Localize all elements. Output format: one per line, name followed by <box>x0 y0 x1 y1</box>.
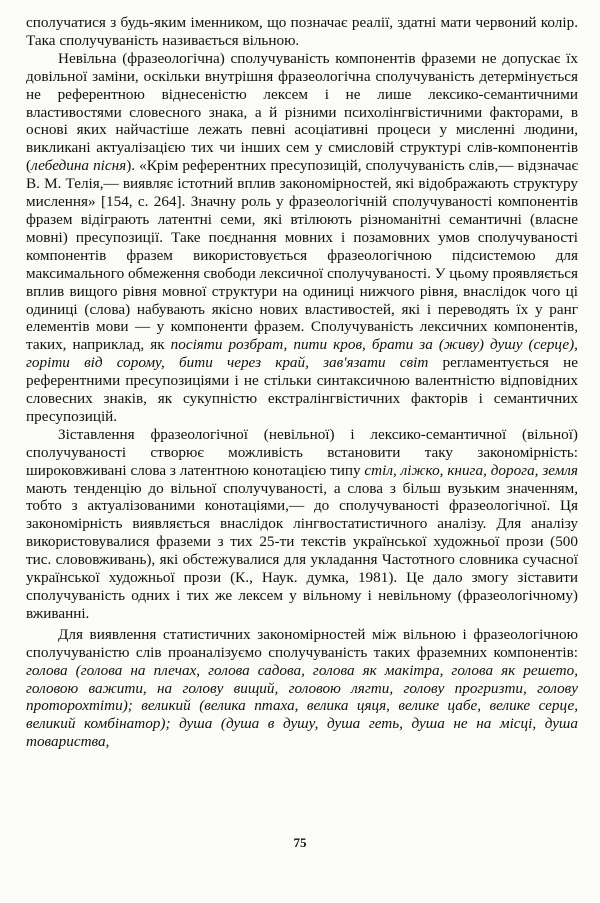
body-text <box>26 14 578 751</box>
italic-example-text: стіл, ліжко, книга, дорога, земля <box>364 461 578 479</box>
text-run: регламентується не референтними пресупозиціями і не стільки синтаксичною валентністю відповідних словесних знаків, як сукупністю екстралінгвістичних факторів і семантичних пресупозицій. <box>26 354 578 425</box>
text-run: Зіставлення фразеологічної (невільної) і лексико-семантичної (вільної) сполучуваності створює можливість встановити таку закономірність: широковживані слова з латентною конотацією типу <box>26 425 578 479</box>
paragraph <box>26 50 578 426</box>
paragraph <box>26 426 578 623</box>
paragraph <box>26 14 578 50</box>
page-number: 75 <box>293 835 307 850</box>
text-run: Невільна (фразеологічна) сполучуваність компонентів фраземи не допускає їх довільної заміни, оскільки внутрішня фразеологічна сполучуваність детермінується не референтною віднесеністю лексем і не лише лексико-семантичними властивостями словесного знака, а й різними психолінгвістичними факторами, в основі яких найчастіше лежать певні асоціативні процеси у мисленні людини, викликані актуалізацією тих чи інших сем у смисловій структурі слів-компонентів ( <box>26 49 578 175</box>
text-run: Для виявлення статистичних закономірностей між вільною і фразеологічною сполучуваністю слів проаналізуємо сполучуваність таких фраземних компонентів: <box>26 625 578 661</box>
text-run: мають тенденцію до вільної сполучуваності, а слова з більш вузьким значенням, тобто з актуалізованими конотаціями,— до сполучуваності фразеологічної. Ця закономірність виявляється внаслідок лінгвостатистичного аналізу. Для аналізу використовувалися фраземи з тих 25-ти текстів української художньої прози (500 тис. слововживань), які обстежувалися для укладання Частотного словника сучасної української художньої прози (К., Наук. думка, 1981). Це дало змогу зіставити сполучуваність одних і тих же лексем у вільному і невільному (фразеологічному) вживанні. <box>26 479 578 622</box>
text-run: сполучатися з будь-яким іменником, що позначає реалії, здатні мати червоний колір. Така сполучуваність називається вільною. <box>26 14 578 49</box>
italic-example-text: лебедина пісня <box>31 157 127 175</box>
text-run: ). «Крім референтних пресупозицій, сполучуваність слів,— відзначає В. М. Телія,— виявляє істотний вплив закономірностей, які відображають структуру мислення» [154, с. 264]. Значну роль у фразеологічній сполучуваності компонентів фразем відіграють латентні семи, які втілюють різноманітні семантичні (власне мовні) пресупозиції. Таке поєднання мовних і позамовних умов сполучуваності компонентів фразем використовується фразеологічною підсистемою для максимального обмеження свободи лексичної сполучуваності. У цьому проявляється вплив вищого рівня мовної структури на одиниці нижчого рівня, внаслідок чого ці одиниці (слова) набувають якісно нових властивостей, які і переводять їх у ранг елементів мови — у компоненти фразем. Сполучуваність лексичних компонентів, таких, наприклад, як <box>26 157 578 354</box>
paragraph <box>26 626 578 751</box>
italic-example-text: голова (голова на плечах, голова садова, голова як макітра, голова як решето, головою важити, на голову вищий, головою лягти, голову прогризти, голову проторохтіти); великий (велика птаха, велика цяця, велике цабе, велике серце, великий комбінатор); душа (душа в душу, душа геть, душа не на місці, душа товариства, <box>26 661 578 751</box>
italic-example-text: посіяти розбрат, пити кров, брати за (живу) душу (серце), горіти від сорому, бити через край, зав'язати світ <box>26 336 578 372</box>
